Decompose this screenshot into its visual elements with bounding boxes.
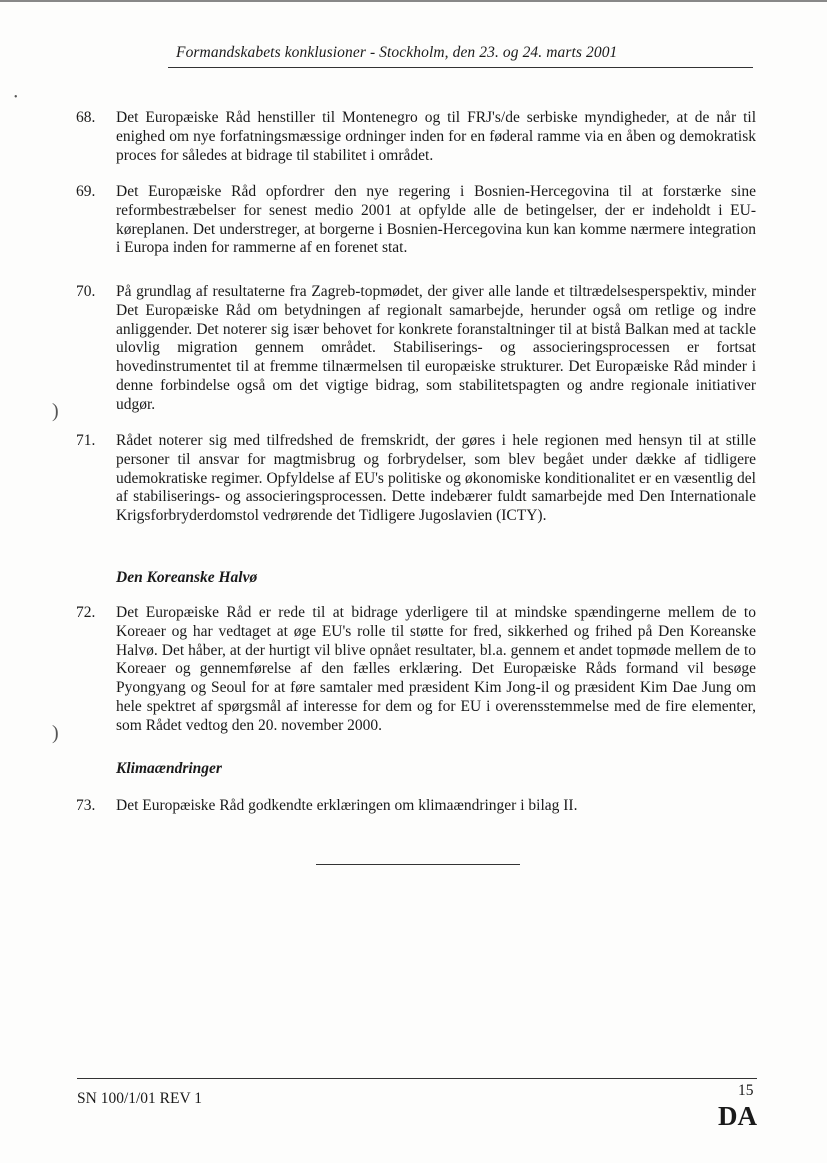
paragraph-text: Det Europæiske Råd er rede til at bidrage yderligere til at mindske spændingerne mellem de to Koreaer og har vedtaget at øge EU's rolle til støtte for fred, sikkerhed og frihed på Den Koreanske Halvø. Det håber, at der hurtigt vil blive opnået resultater, bl.a. gennem et andet topmøde mellem de to Koreaer og gennemførelse af den fælles erklæring. Det Europæiske Råds formand vil besøge Pyongyang og Seoul for at føre samtaler med præsident Kim Jong-il og præsident Kim Dae Jung om hele spektret af spørgsmål af interesse for dem og for EU i overensstemmelse med de fire elementer, som Rådet vedtog den 20. november 2000. <box>116 604 756 734</box>
end-rule <box>316 864 520 865</box>
running-header: Formandskabets konklusioner - Stockholm, den 23. og 24. marts 2001 <box>176 44 618 61</box>
section-heading-korea: Den Koreanske Halvø <box>116 569 258 586</box>
paragraph-number: 71. <box>76 432 96 449</box>
section-heading-climate: Klimaændringer <box>116 760 222 777</box>
paragraph-73 <box>76 797 756 816</box>
footer-rule <box>77 1078 757 1079</box>
paragraph-72 <box>76 604 756 736</box>
scan-mark: ) <box>52 400 59 422</box>
paragraph-number: 73. <box>76 797 96 814</box>
paragraph-number: 70. <box>76 283 96 300</box>
paragraph-71 <box>76 432 756 526</box>
paragraph-text: Rådet noterer sig med tilfredshed de fremskridt, der gøres i hele regionen med hensyn til at stille personer til ansvar for magtmisbrug og forbrydelser, som blev begået under dække af tidligere udemokratiske regimer. Opfyldelse af EU's politiske og økonomiske konditionalitet er en væsentlig del af stabiliserings- og associeringsprocessen. Dette indebærer fuldt samarbejde med Den Internationale Krigsforbryderdomstol vedrørende det Tidligere Jugoslavien (ICTY). <box>116 432 756 525</box>
paragraph-69 <box>76 183 756 258</box>
top-border <box>0 0 827 2</box>
paragraph-text: På grundlag af resultaterne fra Zagreb-topmødet, der giver alle lande et tiltrædelsesperspektiv, minder Det Europæiske Råd om betydningen af regionalt samarbejde, herunder også om retlige og indre anliggender. Det noterer sig især behovet for konkrete foranstaltninger til at bistå Balkan med at tackle ulovlig migration gennem området. Stabiliserings- og associeringsprocessen er fortsat hovedinstrumentet til at fremme tilnærmelsen til europæiske strukturer. Det Europæiske Råd minder i denne forbindelse også om det vigtige bidrag, som stabilitetspagten og andre regionale initiativer udgør. <box>116 283 756 413</box>
paragraph-number: 69. <box>76 183 96 200</box>
paragraph-70 <box>76 283 756 415</box>
scan-mark: ) <box>52 722 59 744</box>
paragraph-number: 72. <box>76 604 96 621</box>
paragraph-text: Det Europæiske Råd opfordrer den nye regering i Bosnien-Hercegovina til at forstærke sine reformbestræbelser for senest medio 2001 at opfylde alle de betingelser, der er indeholdt i EU-køreplanen. Det understreger, at borgerne i Bosnien-Hercegovina kun kan komme nærmere integration i Europa inden for rammerne af en forenet stat. <box>116 183 756 257</box>
paragraph-68 <box>76 109 756 165</box>
header-rule <box>168 67 753 68</box>
page-number: 15 <box>738 1082 754 1099</box>
paragraph-number: 68. <box>76 109 96 126</box>
paragraph-text: Det Europæiske Råd godkendte erklæringen om klimaændringer i bilag II. <box>116 797 578 814</box>
scan-mark: • <box>14 92 18 103</box>
paragraph-text: Det Europæiske Råd henstiller til Montenegro og til FRJ's/de serbiske myndigheder, at de når til enighed om nye forfatningsmæssige ordninger inden for en føderal ramme via en åben og demokratisk proces for således at bidrage til stabilitet i området. <box>116 109 756 164</box>
language-code: DA <box>718 1101 757 1131</box>
document-reference: SN 100/1/01 REV 1 <box>77 1090 203 1107</box>
